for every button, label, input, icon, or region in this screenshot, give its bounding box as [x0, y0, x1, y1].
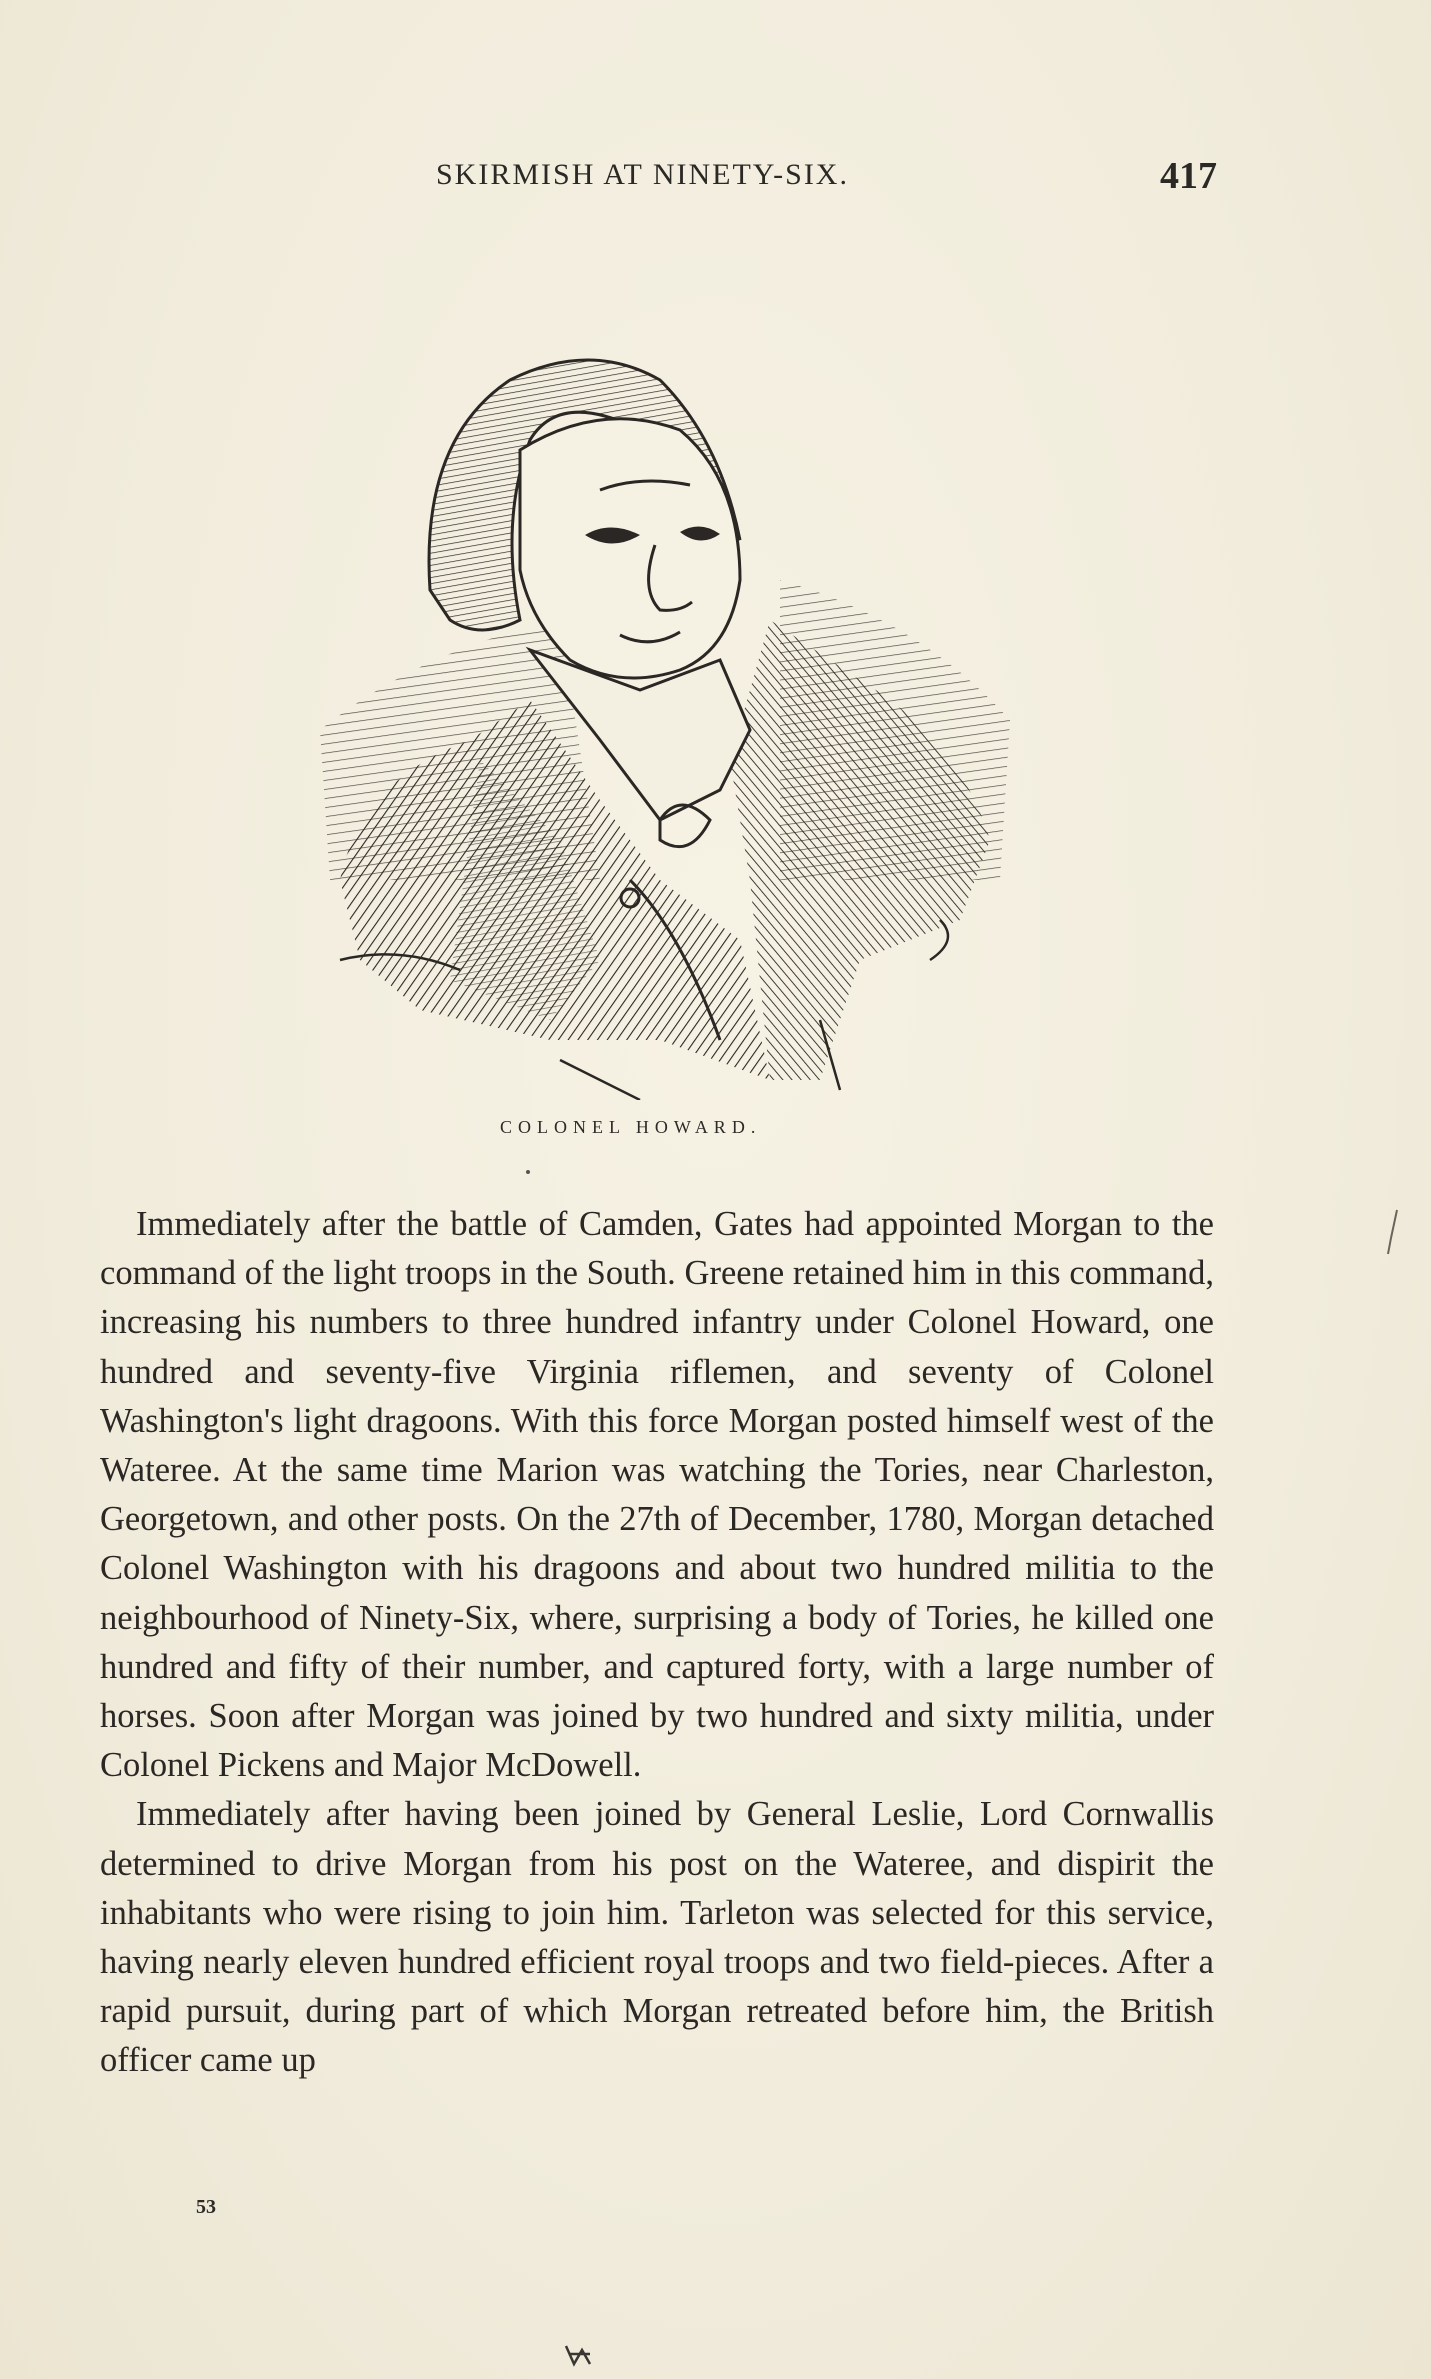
- paragraph-2: Immediately after having been joined by General Leslie, Lord Cornwallis determined to drive Morgan from his post on the Wateree, and dispirit the inhabitants who were rising to join him. Tarleton was selected for this service, having nearly eleven hundred efficient royal troops and two field-pieces. After a rapid pursuit, during part of which Morgan retreated before him, the British officer came up: [100, 1795, 1214, 2080]
- margin-pencil-mark-icon: [1385, 1208, 1401, 1256]
- running-head: SKIRMISH AT NINETY-SIX.: [436, 158, 849, 191]
- paragraph-1: Immediately after the battle of Camden, Gates had appointed Morgan to the command of the light troops in the South. Greene retained him in this command, increasing his numbers to three hundred infantry under Colonel Howard, one hundred and seventy-five Virginia riflemen, and seventy of Colonel Washington's light dragoons. With this force Morgan posted himself west of the Wateree. At the same time Marion was watching the Tories, near Charleston, Georgetown, and other posts. On the 27th of December, 1780, Morgan detached Colonel Washington with his dragoons and about two hundred militia to the neighbourhood of Ninety-Six, where, surprising a body of Tories, he killed one hundred and fifty of their number, and captured forty, with a large number of horses. Soon after Morgan was joined by two hundred and sixty militia, under Colonel Pickens and Major McDowell.: [100, 1205, 1214, 1785]
- signature-mark: 53: [196, 2196, 216, 2218]
- body-text: [100, 1200, 1214, 2086]
- illustration-caption: COLONEL HOWARD.: [500, 1117, 762, 1137]
- ink-blot-icon: [560, 2340, 600, 2370]
- ink-speck: [526, 1170, 530, 1174]
- portrait-engraving-icon: [300, 320, 1040, 1100]
- page-number: 417: [1160, 155, 1217, 197]
